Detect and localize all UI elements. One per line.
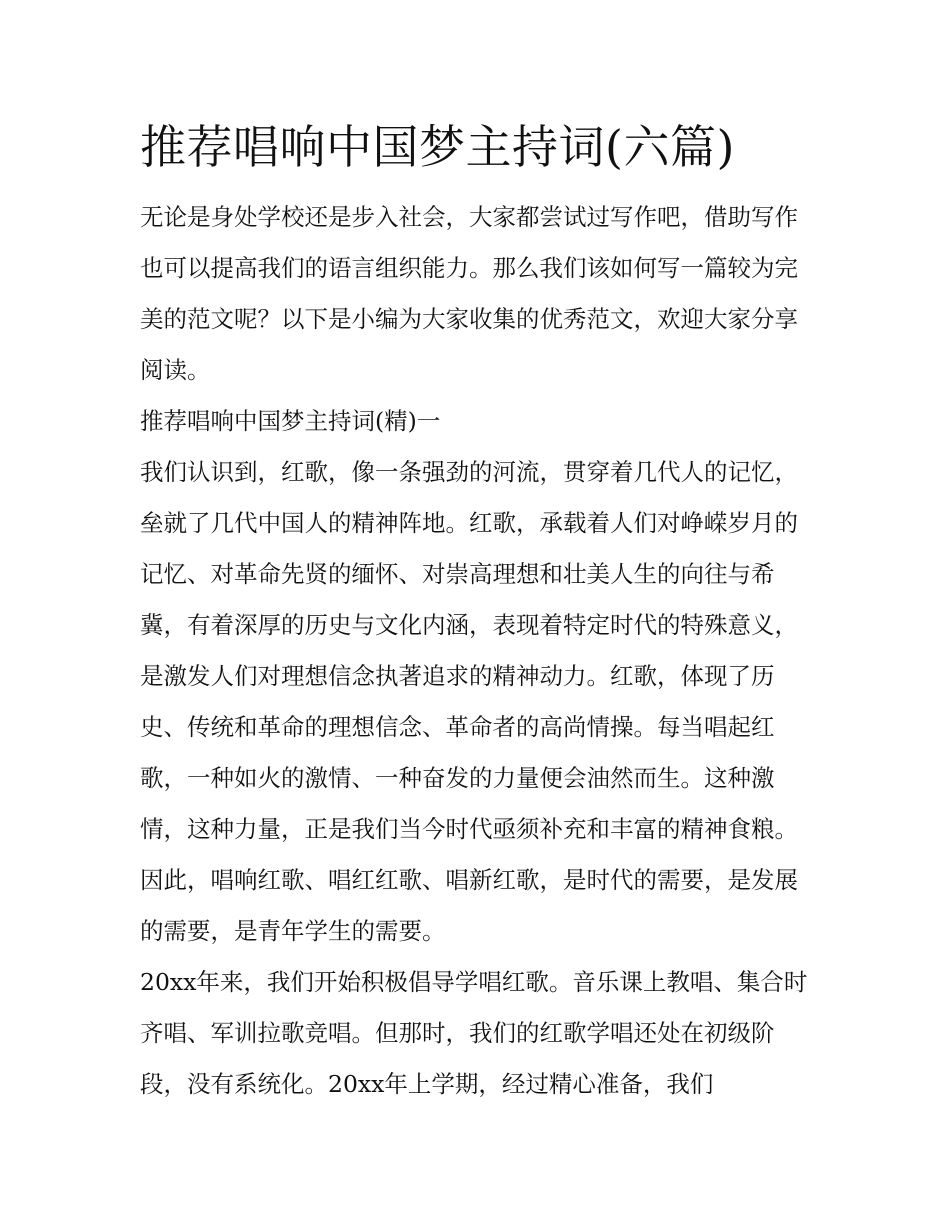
body-paragraph-2: 20xx年来，我们开始积极倡导学唱红歌。音乐课上教唱、集合时齐唱、军训拉歌竞唱。但那时，我们的红歌学唱还处在初级阶段，没有系统化。20xx年上学期，经过精心准备，我们 — [140, 968, 808, 1098]
body-paragraph-1: 我们认识到，红歌，像一条强劲的河流，贯穿着几代人的记忆，垒就了几代中国人的精神阵地。红歌，承载着人们对峥嵘岁月的记忆、对革命先贤的缅怀、对崇高理想和壮美人生的向往与希冀，有着深厚的历史与文化内涵，表现着特定时代的特殊意义，是激发人们对理想信念执著追求的精神动力。红歌，体现了历史、传统和革命的理想信念、革命者的高尚情操。每当唱起红歌，一种如火的激情、一种奋发的力量便会油然而生。这种激情，这种力量，正是我们当今时代亟须补充和丰富的精神食粮。因此，唱响红歌、唱红红歌、唱新红歌，是时代的需要，是发展的需要，是青年学生的需要。 — [140, 458, 798, 945]
section-heading: 推荐唱响中国梦主持词(精)一 — [140, 407, 441, 435]
page-title: 推荐唱响中国梦主持词(六篇) — [140, 120, 735, 174]
intro-paragraph: 无论是身处学校还是步入社会，大家都尝试过写作吧，借助写作也可以提高我们的语言组织能力。那么我们该如何写一篇较为完美的范文呢？以下是小编为大家收集的优秀范文，欢迎大家分享阅读。 — [140, 203, 798, 384]
document-body — [140, 108, 812, 1110]
